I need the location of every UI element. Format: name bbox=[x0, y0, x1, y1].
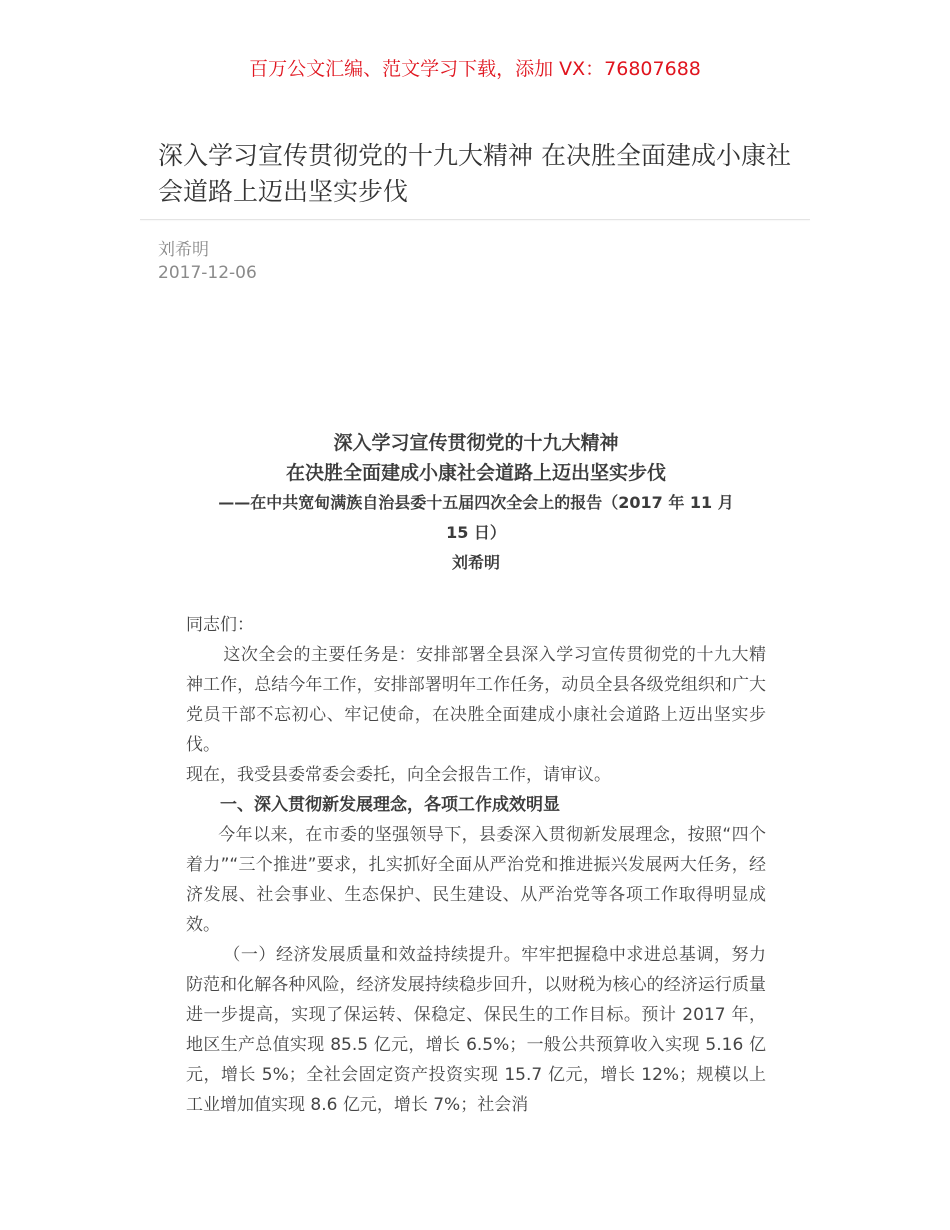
document-subtitle-line-1: ——在中共宽甸满族自治县委十五届四次全会上的报告（2017 年 11 月 bbox=[218, 493, 734, 512]
article-title: 深入学习宣传贯彻党的十九大精神 在决胜全面建成小康社会道路上迈出坚实步伐 bbox=[158, 141, 791, 206]
article-meta bbox=[158, 239, 257, 285]
document-title-line-1: 深入学习宣传贯彻党的十九大精神 bbox=[333, 432, 619, 454]
document-title-line-2: 在决胜全面建成小康社会道路上迈出坚实步伐 bbox=[285, 462, 666, 484]
article-author: 刘希明 bbox=[158, 240, 209, 260]
article-date: 2017-12-06 bbox=[158, 263, 257, 283]
section-heading: 一、深入贯彻新发展理念，各项工作成效明显 bbox=[220, 795, 560, 815]
title-divider bbox=[140, 219, 810, 220]
paragraph: （一）经济发展质量和效益持续提升。牢牢把握稳中求进总基调，努力防范和化解各种风险，经济发展持续稳步回升，以财税为核心的经济运行质量进一步提高，实现了保运转、保稳定、保民生的工作目标。预计 2017 年，地区生产总值实现 85.5 亿元，增长 6.5%；一般公共预算收入实现 5.16 亿元，增长 5%；全社会固定资产投资实现 15.7 亿元，增长 12%；规模以上工业增加值实现 8.6 亿元，增长 7%；社会消 bbox=[186, 945, 766, 1115]
paragraph: 现在，我受县委常委会委托，向全会报告工作，请审议。 bbox=[186, 765, 611, 785]
salutation: 同志们： bbox=[186, 615, 254, 635]
paragraph: 今年以来，在市委的坚强领导下，县委深入贯彻新发展理念，按照“四个着力”“三个推进”要求，扎实抓好全面从严治党和推进振兴发展两大任务，经济发展、社会事业、生态保护、民生建设、从严治党等各项工作取得明显成效。 bbox=[186, 825, 766, 935]
paragraph: 这次全会的主要任务是：安排部署全县深入学习宣传贯彻党的十九大精神工作，总结今年工作，安排部署明年工作任务，动员全县各级党组织和广大党员干部不忘初心、牢记使命，在决胜全面建成小康社会道路上迈出坚实步伐。 bbox=[186, 645, 766, 755]
document-author: 刘希明 bbox=[451, 553, 500, 572]
document-subtitle-line-2: 15 日） bbox=[446, 523, 506, 542]
document-text bbox=[186, 610, 766, 1120]
document-body bbox=[186, 428, 766, 1120]
document-heading bbox=[186, 428, 766, 578]
promo-banner: 百万公文汇编、范文学习下载，添加 VX：76807688 bbox=[249, 58, 701, 80]
